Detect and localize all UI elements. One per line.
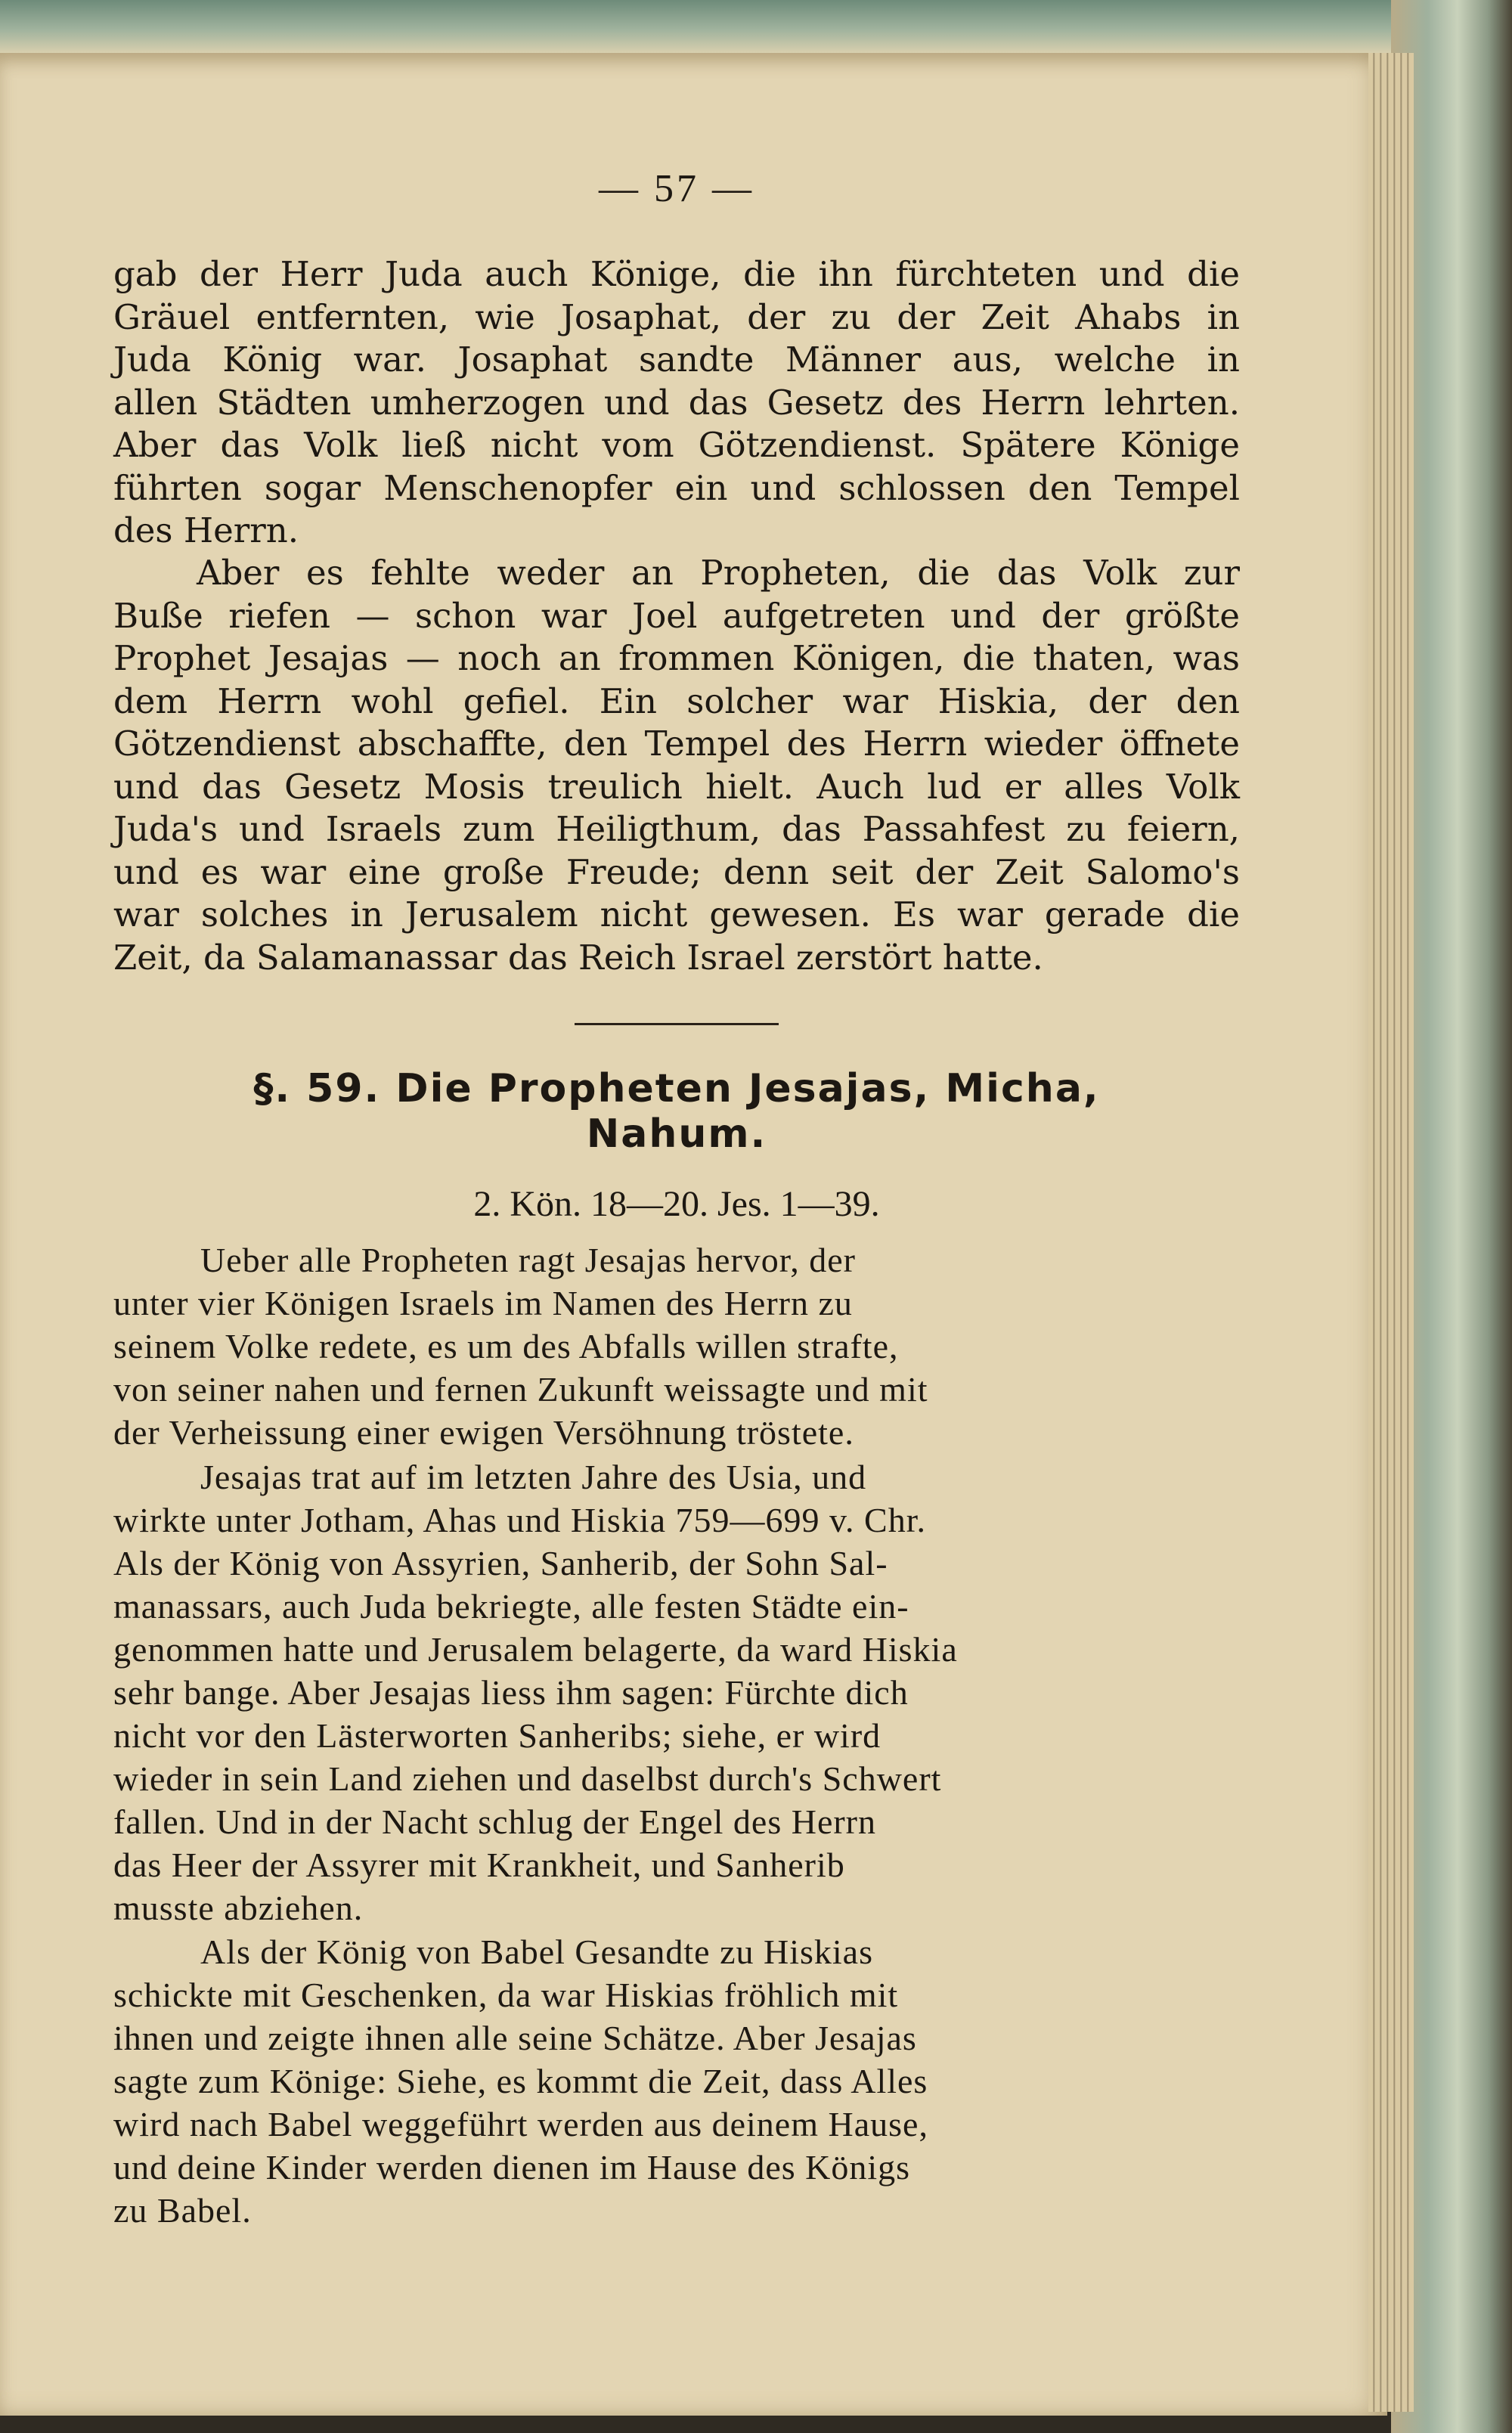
text-line: wird nach Babel weggeführt werden aus deinem Hause, (113, 2105, 928, 2143)
text-line: und deine Kinder werden dienen im Hause des Königs (113, 2148, 911, 2187)
section-title-line1: Die Propheten Jesajas, Micha, (395, 1066, 1100, 1111)
roman-paragraph-3 (113, 1930, 1240, 2232)
text-line: wirkte unter Jotham, Ahas und Hiskia 759—699 v. Chr. (113, 1501, 926, 1539)
text-line: nicht vor den Lästerworten Sanheribs; siehe, er wird (113, 1716, 881, 1755)
text-line: musste abziehen. (113, 1889, 364, 1927)
text-line: ihnen und zeigte ihnen alle seine Schätze. Aber Jesajas (113, 2019, 917, 2057)
roman-paragraph-1 (113, 1238, 1240, 1454)
text-line: war solches in Jerusalem nicht gewesen. Es war gerade die (113, 894, 1240, 934)
gothic-paragraph-2 (113, 552, 1240, 979)
text-line: Jesajas trat auf im letzten Jahre des Usia, und (200, 1458, 867, 1496)
text-line: gab der Herr Juda auch Könige, die ihn fürchteten und die (113, 254, 1240, 294)
text-line: Gräuel entfernten, wie Josaphat, der zu der Zeit Ahabs in (113, 296, 1240, 337)
text-line: des Herrn. (113, 510, 299, 550)
text-line: Prophet Jesajas — noch an frommen Königen, die thaten, was (113, 638, 1240, 678)
text-line: sehr bange. Aber Jesajas liess ihm sagen: Fürchte dich (113, 1673, 909, 1712)
scripture-references: 2. Kön. 18—20. Jes. 1—39. (473, 1184, 880, 1224)
text-line: Ueber alle Propheten ragt Jesajas hervor, der (200, 1241, 856, 1279)
text-line: wieder in sein Land ziehen und daselbst durch's Schwert (113, 1759, 942, 1798)
text-line: zu Babel. (113, 2191, 252, 2230)
section-heading (113, 1066, 1240, 1157)
text-line: allen Städten umherzogen und das Gesetz des Herrn lehrten. (113, 382, 1240, 423)
text-line: fallen. Und in der Nacht schlug der Engel des Herrn (113, 1802, 877, 1841)
page-stack-edge (1368, 53, 1414, 2412)
text-line: von seiner nahen und fernen Zukunft weissagte und mit (113, 1370, 928, 1409)
text-line: Aber das Volk ließ nicht vom Götzendienst. Spätere Könige (113, 425, 1240, 465)
section-divider (575, 1023, 779, 1025)
text-line: Juda's und Israels zum Heiligthum, das Passahfest zu feiern, (113, 809, 1240, 849)
text-line: Aber es fehlte weder an Propheten, die das Volk zur (197, 553, 1240, 593)
text-line: das Heer der Assyrer mit Krankheit, und Sanherib (113, 1846, 845, 1884)
text-line: Götzendienst abschaffte, den Tempel des Herrn wieder öffnete (113, 724, 1240, 764)
text-line: Juda König war. Josaphat sandte Männer aus, welche in (113, 339, 1240, 380)
page-number: — 57 — (599, 167, 754, 210)
gothic-paragraph-1 (113, 253, 1240, 553)
roman-paragraph-2 (113, 1455, 1240, 1929)
text-line: manassars, auch Juda bekriegte, alle festen Städte ein- (113, 1587, 909, 1626)
text-line: Buße riefen — schon war Joel aufgetreten und der größte (113, 595, 1240, 636)
text-line: Als der König von Assyrien, Sanherib, der Sohn Sal- (113, 1544, 888, 1582)
text-line: genommen hatte und Jerusalem belagerte, da ward Hiskia (113, 1630, 958, 1669)
text-line: schickte mit Geschenken, da war Hiskias fröhlich mit (113, 1976, 899, 2014)
text-line: führten sogar Menschenopfer ein und schlossen den Tempel (113, 467, 1240, 508)
text-line: Als der König von Babel Gesandte zu Hiskias (200, 1932, 874, 1971)
text-line: sagte zum Könige: Siehe, es kommt die Zeit, dass Alles (113, 2062, 928, 2100)
text-line: Zeit, da Salamanassar das Reich Israel zerstört hatte. (113, 937, 1043, 978)
text-line: und das Gesetz Mosis treulich hielt. Auch lud er alles Volk (113, 766, 1240, 807)
text-line: unter vier Königen Israels im Namen des Herrn zu (113, 1284, 853, 1322)
text-line: dem Herrn wohl gefiel. Ein solcher war Hiskia, der den (113, 680, 1240, 721)
text-line: seinem Volke redete, es um des Abfalls willen strafte, (113, 1327, 899, 1365)
section-number: §. 59. (253, 1066, 381, 1111)
text-line: und es war eine große Freude; denn seit der Zeit Salomo's (113, 851, 1240, 892)
book-spine-top (0, 0, 1512, 53)
text-line: der Verheissung einer ewigen Versöhnung tröstete. (113, 1413, 854, 1452)
section-title-line2: Nahum. (586, 1111, 767, 1157)
